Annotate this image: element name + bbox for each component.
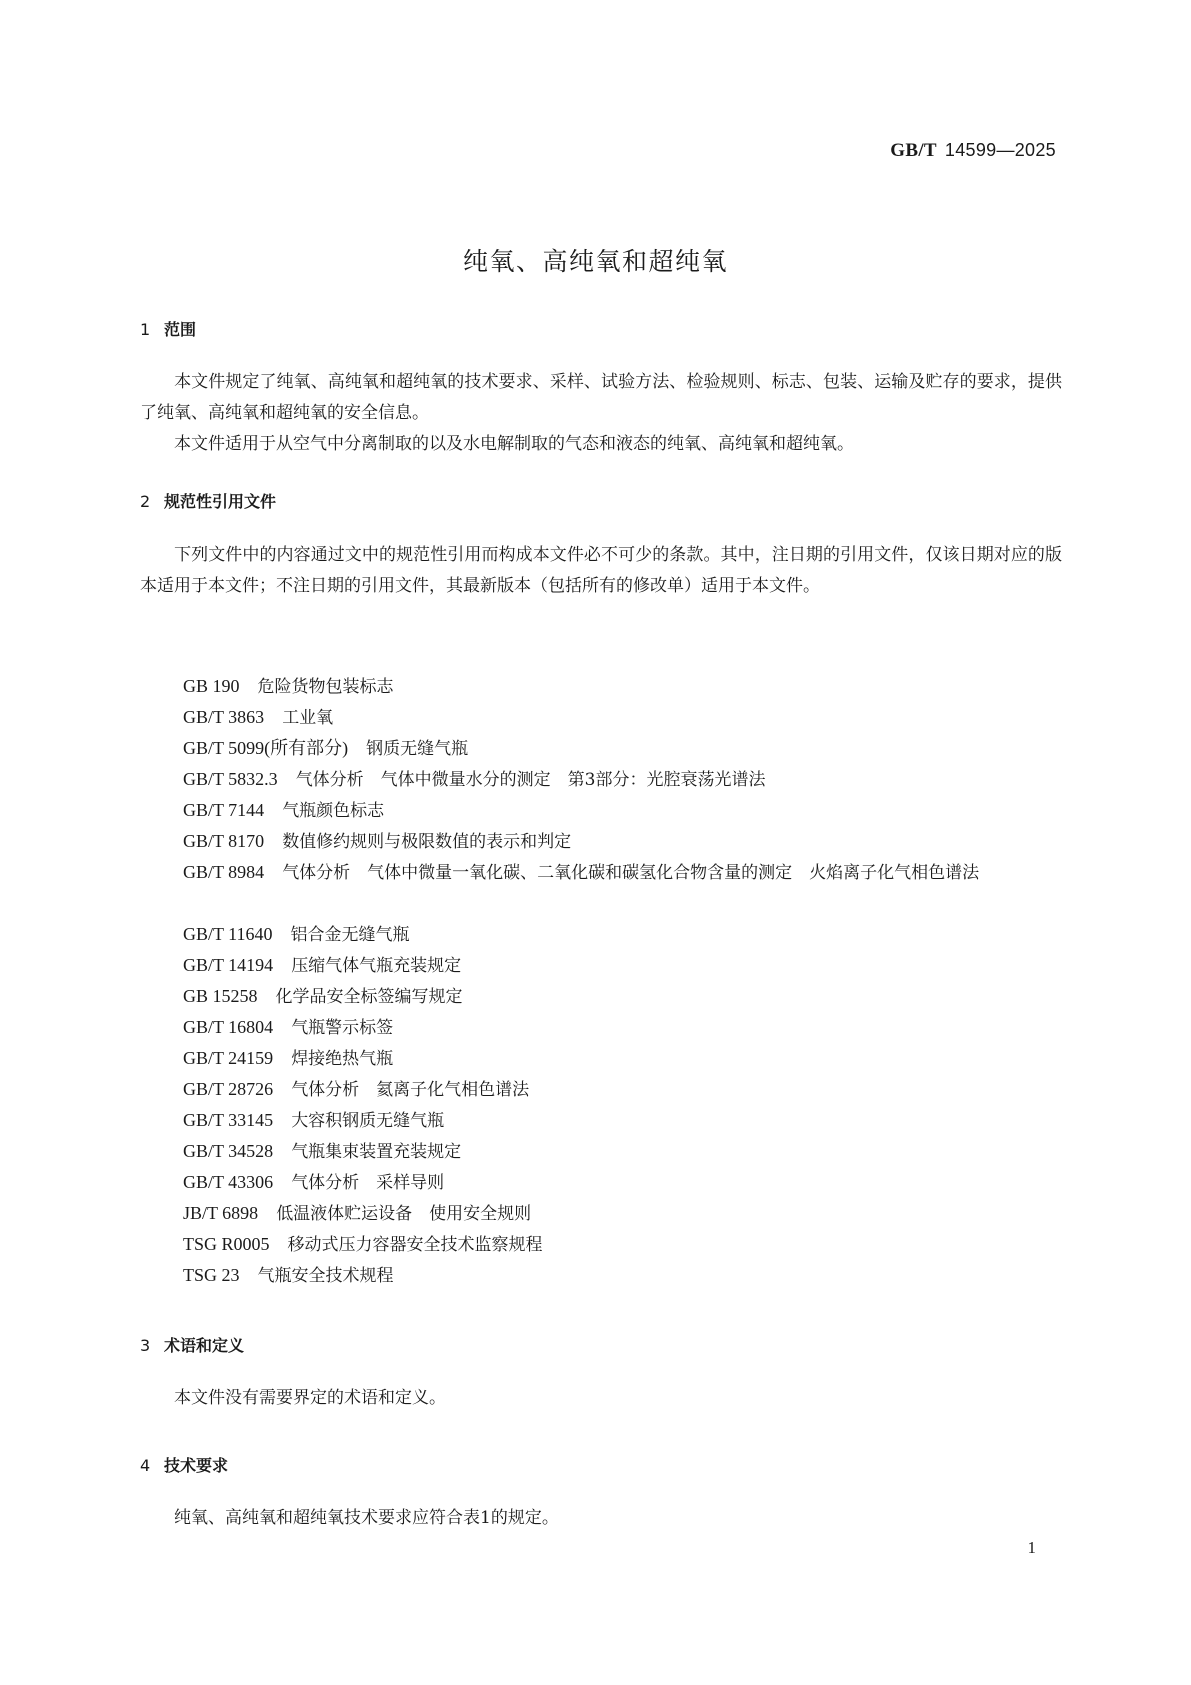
reference-title: 危险货物包装标志 (257, 677, 394, 697)
reference-code: JB/T 6898 (183, 1203, 259, 1223)
reference-code: GB/T 5099(所有部分) (183, 738, 349, 758)
reference-item (183, 981, 1063, 1012)
terms-paragraph (140, 1383, 1062, 1414)
document-title: 纯氧、高纯氧和超纯氧 (462, 247, 728, 276)
reference-item (183, 919, 1063, 950)
reference-code: GB/T 8170 (183, 831, 265, 851)
reference-code: GB/T 8984 (183, 862, 265, 882)
standard-code: 14599—2025 (944, 140, 1056, 160)
section-heading-3 (140, 1333, 244, 1356)
reference-item (183, 826, 1063, 857)
reference-title: 钢质无缝气瓶 (366, 739, 469, 759)
reference-item (183, 1105, 1063, 1136)
reference-item (183, 950, 1063, 981)
reference-title: 大容积钢质无缝气瓶 (291, 1111, 445, 1131)
reference-item (183, 671, 1063, 702)
reference-item (183, 733, 1063, 764)
reference-title: 气瓶安全技术规程 (257, 1266, 394, 1286)
section-heading-4 (140, 1453, 228, 1476)
section-number: 1 (140, 320, 151, 339)
section-heading-1 (140, 317, 196, 340)
reference-code: GB/T 11640 (183, 924, 273, 944)
section-heading-2 (140, 489, 276, 512)
reference-code: TSG 23 (183, 1265, 240, 1285)
reference-title: 气体分析 采样导则 (291, 1173, 445, 1193)
reference-title: 气瓶警示标签 (291, 1018, 394, 1038)
reference-title: 气瓶集束装置充装规定 (291, 1142, 462, 1162)
reference-title: 气体分析 气体中微量水分的测定 第3部分：光腔衰荡光谱法 (295, 770, 766, 790)
paragraph-text: 下列文件中的内容通过文中的规范性引用而构成本文件必不可少的条款。其中，注日期的引用文件，仅该日期对应的版本适用于本文件；不注日期的引用文件，其最新版本（包括所有的修改单）适用于本文件。 (140, 545, 1062, 596)
reference-item (183, 1229, 1063, 1260)
reference-code: TSG R0005 (183, 1234, 270, 1254)
section-title: 术语和定义 (164, 1336, 245, 1355)
reference-item (183, 1260, 1063, 1291)
reference-title: 低温液体贮运设备 使用安全规则 (276, 1204, 532, 1224)
reference-item (183, 1012, 1063, 1043)
reference-title: 焊接绝热气瓶 (291, 1049, 394, 1069)
reference-item (183, 1043, 1063, 1074)
paragraph-text: 本文件适用于从空气中分离制取的以及水电解制取的气态和液态的纯氧、高纯氧和超纯氧。 (174, 434, 854, 454)
reference-item (183, 764, 1063, 795)
reference-title: 工业氧 (282, 708, 334, 728)
reference-code: GB/T 24159 (183, 1048, 274, 1068)
reference-code: GB/T 3863 (183, 707, 265, 727)
paragraph-text: 本文件没有需要界定的术语和定义。 (174, 1388, 446, 1408)
reference-code: GB/T 43306 (183, 1172, 274, 1192)
reference-code: GB/T 34528 (183, 1141, 274, 1161)
reference-title: 气体分析 氦离子化气相色谱法 (291, 1080, 530, 1100)
reference-item (183, 795, 1063, 826)
standard-number (890, 140, 1056, 162)
reference-title: 铝合金无缝气瓶 (290, 925, 410, 945)
reference-title: 数值修约规则与极限数值的表示和判定 (282, 832, 572, 852)
reference-item (183, 1136, 1063, 1167)
reference-code: GB/T 14194 (183, 955, 274, 975)
section-title: 技术要求 (164, 1456, 229, 1475)
reference-item (183, 702, 1063, 733)
reference-code: GB/T 7144 (183, 800, 265, 820)
section-title: 规范性引用文件 (164, 492, 277, 511)
reference-code: GB/T 5832.3 (183, 769, 278, 789)
references-intro-paragraph (140, 540, 1062, 602)
reference-title: 化学品安全标签编写规定 (275, 987, 463, 1007)
reference-code: GB/T 33145 (183, 1110, 274, 1130)
normative-reference-list (183, 671, 1063, 1291)
paragraph-text: 纯氧、高纯氧和超纯氧技术要求应符合表1的规定。 (174, 1508, 559, 1528)
scope-paragraph-1 (140, 367, 1062, 429)
reference-item (140, 857, 1063, 919)
section-number: 4 (140, 1456, 151, 1475)
reference-code: GB 15258 (183, 986, 258, 1006)
reference-title: 移动式压力容器安全技术监察规程 (287, 1235, 543, 1255)
section-number: 3 (140, 1336, 151, 1355)
reference-code: GB/T 28726 (183, 1079, 274, 1099)
paragraph-text: 本文件规定了纯氧、高纯氧和超纯氧的技术要求、采样、试验方法、检验规则、标志、包装、运输及贮存的要求，提供了纯氧、高纯氧和超纯氧的安全信息。 (140, 372, 1062, 423)
section-number: 2 (140, 492, 151, 511)
reference-code: GB 190 (183, 676, 240, 696)
reference-item (183, 1198, 1063, 1229)
reference-title: 压缩气体气瓶充装规定 (291, 956, 462, 976)
scope-paragraph-2 (140, 429, 1062, 460)
reference-item (183, 1074, 1063, 1105)
section-title: 范围 (164, 320, 197, 339)
standard-prefix: GB/T (890, 140, 937, 161)
reference-title: 气体分析 气体中微量一氧化碳、二氧化碳和碳氢化合物含量的测定 火焰离子化气相色谱法 (282, 863, 980, 883)
reference-title: 气瓶颜色标志 (282, 801, 385, 821)
reference-item (183, 1167, 1063, 1198)
page-number: 1 (1027, 1538, 1036, 1557)
reference-code: GB/T 16804 (183, 1017, 274, 1037)
requirements-paragraph (140, 1503, 1062, 1534)
